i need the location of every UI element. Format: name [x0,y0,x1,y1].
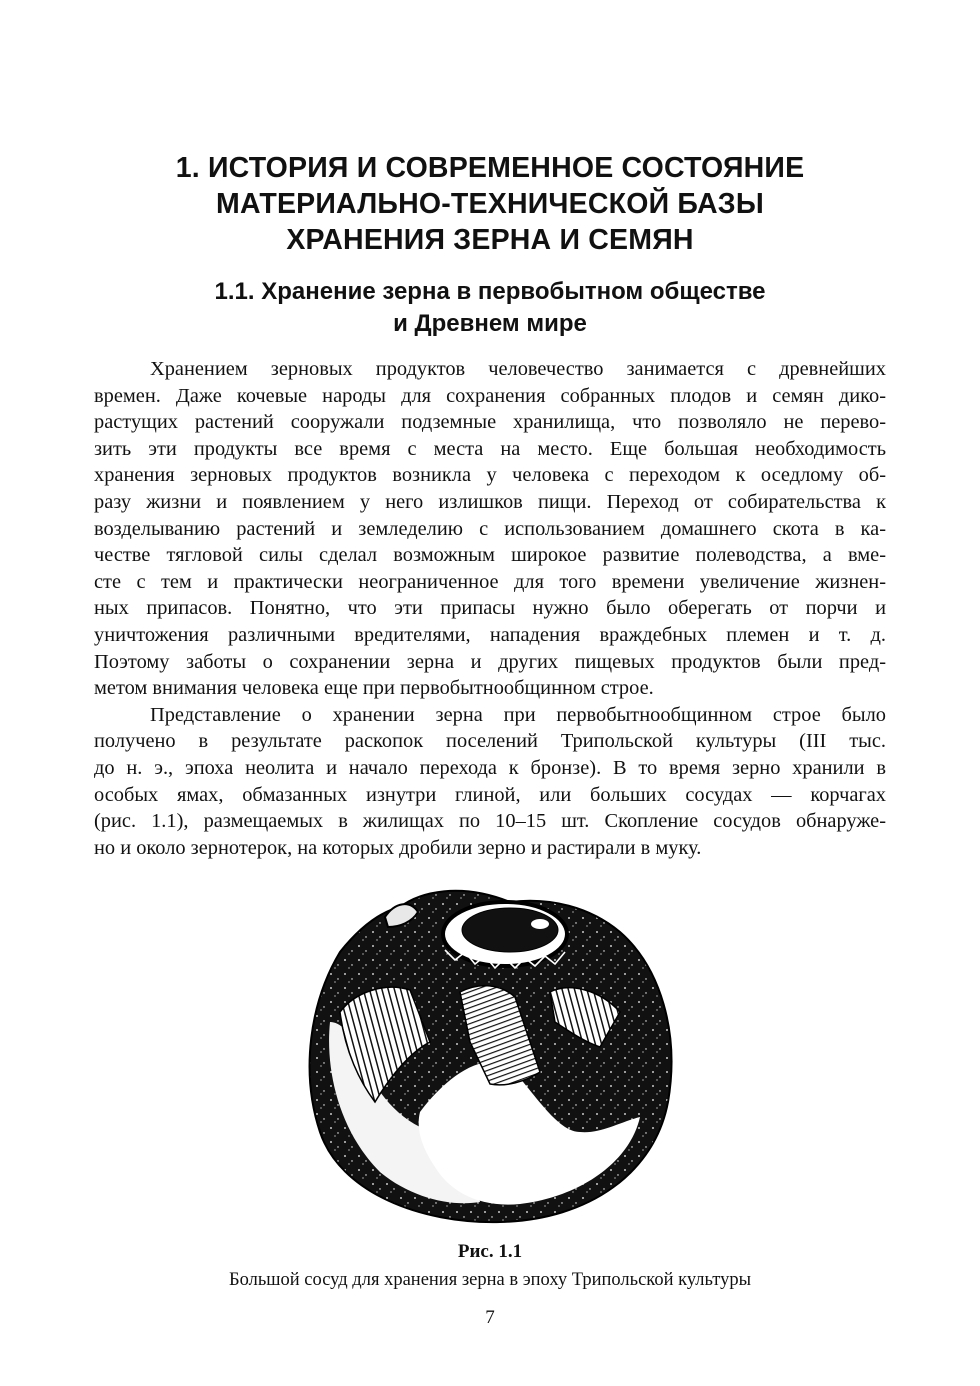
figure-caption: Большой сосуд для хранения зерна в эпоху Трипольской культуры [228,1270,752,1290]
text-line: ных припасов. Понятно, что эти припасы нужно было оберегать от порчи и [94,597,886,620]
text-line: растущих растений сооружали подземные хранилища, что позволяло не перево- [94,411,886,434]
text-line: до н. э., эпоха неолита и начало перехода к бронзе). В то время зерно хранили в [94,756,886,779]
vessel-opening-glint [531,919,549,929]
paragraph [94,702,886,862]
vessel-illustration [300,872,680,1234]
text-line: времен. Даже кочевые народы для сохранения собранных плодов и семян дико- [94,384,886,407]
section-title-line: и Древнем мире [393,310,587,337]
text-line: разу жизни и появлением у него излишков пищи. Переход от собирательства к [94,490,886,513]
vessel-opening [462,908,558,952]
text-line: честве тягловой силы сделал возможным широкое развитие полеводства, а вме- [94,544,886,567]
text-line: но и около зернотерок, на которых дробили зерно и растирали в муку. [94,836,702,859]
text-line: зить эти продукты все время с места на место. Еще большая необходимость [94,437,886,460]
text-line: особых ямах, обмазанных изнутри глиной, или больших сосудах — корчагах [94,783,886,806]
text-line: хранения зерновых продуктов возникла у человека с переходом к оседлому об- [94,464,886,487]
text-line: уничтожения различными вредителями, нападения враждебных племен и т. д. [94,623,886,646]
section-title-line: 1.1. Хранение зерна в первобытном обществе [214,278,766,305]
text-line: Хранением зерновых продуктов человечество занимается с древнейших [150,358,886,380]
text-line: Представление о хранении зерна при первобытнообщинном строе было [150,703,886,726]
vessel-figure [300,872,680,1234]
figure-label: Рис. 1.1 [457,1241,523,1262]
text-line: сте с тем и практически неограниченное для того времени увеличение жизнен- [94,570,886,593]
text-line: (рис. 1.1), размещаемых в жилищах по 10–15 шт. Скопление сосудов обнаруже- [94,810,886,833]
text-line: получено в результате раскопок поселений Трипольской культуры (III тыс. [94,730,886,753]
paragraph [94,356,886,702]
page-number: 7 [485,1307,495,1328]
chapter-title [95,150,885,258]
text-line: возделыванию растений и земледелию с использованием домашнего скота в ка- [94,517,886,540]
chapter-title-line: 1. ИСТОРИЯ И СОВРЕМЕННОЕ СОСТОЯНИЕ [175,152,805,184]
chapter-title-line: МАТЕРИАЛЬНО-ТЕХНИЧЕСКОЙ БАЗЫ [216,188,764,220]
chapter-title-line: ХРАНЕНИЯ ЗЕРНА И СЕМЯН [286,224,694,256]
section-title [95,276,885,340]
body-text [94,356,886,861]
text-line: Поэтому заботы о сохранении зерна и других пищевых продуктов были пред- [94,650,886,673]
text-line: метом внимания человека еще при первобытнообщинном строе. [94,677,654,700]
